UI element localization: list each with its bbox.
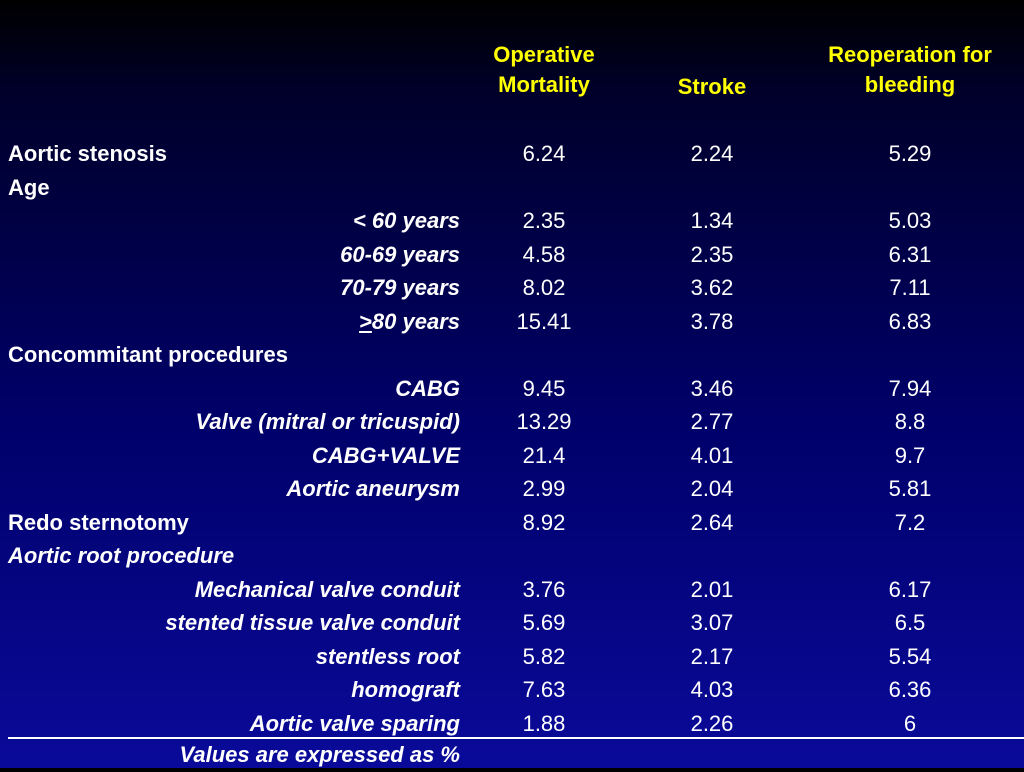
- cell-stroke: 2.64: [690, 509, 734, 535]
- row-label: Mechanical valve conduit: [194, 576, 460, 602]
- row-label: 60-69 years: [340, 241, 460, 267]
- cell-stroke: 2.77: [690, 409, 734, 434]
- table-row: [0, 472, 1024, 506]
- table-row: [0, 405, 1024, 439]
- table-row: [0, 305, 1024, 339]
- cell-reoperation: 7.11: [889, 275, 931, 300]
- row-label: stented tissue valve conduit: [165, 610, 460, 635]
- row-label: Aortic valve sparing: [249, 710, 460, 736]
- cell-operative-mortality: 7.63: [522, 677, 566, 702]
- cell-operative-mortality: 9.45: [522, 375, 566, 401]
- header-reoperation: [796, 40, 1024, 100]
- cell-operative-mortality: 15.41: [516, 308, 572, 334]
- cell-stroke: 2.01: [690, 576, 734, 602]
- cell-operative-mortality: 5.69: [522, 610, 566, 635]
- table-row: [0, 640, 1024, 674]
- header-reoperation-line2: bleeding: [864, 72, 956, 97]
- row-label: Redo sternotomy: [8, 509, 189, 535]
- row-label: Aortic aneurysm: [286, 476, 460, 501]
- header-stroke: Stroke: [677, 74, 747, 99]
- cell-reoperation: 6: [903, 710, 917, 736]
- cell-operative-mortality: 4.58: [522, 241, 566, 267]
- table-row: [0, 707, 1024, 741]
- row-label-prefix: >: [359, 308, 372, 334]
- cell-reoperation: 6.5: [894, 610, 926, 635]
- row-label-rest: 80 years: [371, 308, 460, 334]
- cell-operative-mortality: 8.92: [522, 509, 566, 535]
- cell-stroke: 2.17: [690, 643, 734, 669]
- header-operative-line2: Mortality: [498, 72, 590, 97]
- cell-reoperation: 6.31: [888, 241, 932, 267]
- row-label: CABG: [395, 375, 460, 401]
- cell-reoperation: 5.03: [888, 208, 932, 233]
- cell-reoperation: 6.83: [888, 308, 932, 334]
- cell-stroke: 3.78: [690, 308, 734, 334]
- row-label: Aortic root procedure: [8, 543, 235, 568]
- table-row: [0, 439, 1024, 473]
- cell-stroke: 2.24: [690, 141, 734, 166]
- table-row: [0, 372, 1024, 406]
- header-reoperation-line1: Reoperation for: [828, 42, 992, 67]
- row-label: Aortic stenosis: [8, 141, 167, 166]
- cell-operative-mortality: 13.29: [516, 409, 572, 434]
- row-label: stentless root: [315, 643, 460, 669]
- row-label: Concommitant procedures: [8, 342, 288, 367]
- cell-stroke: 3.46: [690, 375, 734, 401]
- cell-stroke: 3.07: [690, 610, 734, 635]
- cell-operative-mortality: 2.35: [522, 208, 566, 233]
- header-operative-mortality: [470, 40, 618, 100]
- cell-operative-mortality: 3.76: [522, 576, 566, 602]
- row-label: Age: [8, 174, 50, 200]
- footnote: Values are expressed as %: [179, 742, 460, 767]
- cell-operative-mortality: 21.4: [522, 442, 566, 468]
- cell-reoperation: 6.36: [888, 677, 932, 702]
- table-row: [0, 137, 1024, 171]
- cell-stroke: 2.04: [690, 476, 734, 501]
- cell-operative-mortality: 1.88: [522, 710, 566, 736]
- table-row: [0, 238, 1024, 272]
- cell-stroke: 3.62: [690, 275, 734, 300]
- footer-divider: [8, 737, 1024, 739]
- cell-reoperation: 5.29: [888, 141, 932, 166]
- row-label: CABG+VALVE: [311, 442, 460, 468]
- row-label: 70-79 years: [340, 275, 460, 300]
- cell-reoperation: 7.2: [894, 509, 926, 535]
- cell-stroke: 4.03: [690, 677, 734, 702]
- row-label: Valve (mitral or tricuspid): [195, 409, 460, 434]
- cell-operative-mortality: 8.02: [522, 275, 566, 300]
- cell-reoperation: 8.8: [894, 409, 926, 434]
- cell-operative-mortality: 5.82: [522, 643, 566, 669]
- header-operative-line1: Operative: [493, 42, 595, 67]
- table-row: [0, 204, 1024, 238]
- table-row: [0, 573, 1024, 607]
- cell-reoperation: 5.54: [888, 643, 932, 669]
- cell-stroke: 4.01: [690, 442, 734, 468]
- cell-reoperation: 9.7: [894, 442, 926, 468]
- table-row: [0, 539, 1024, 573]
- table-row: [0, 606, 1024, 640]
- cell-stroke: 2.26: [690, 710, 734, 736]
- table-row: [0, 171, 1024, 205]
- row-label: < 60 years: [352, 208, 460, 233]
- table-header: [0, 0, 1024, 134]
- table-row: [0, 506, 1024, 540]
- cell-reoperation: 7.94: [888, 375, 932, 401]
- cell-stroke: 2.35: [690, 241, 734, 267]
- cell-stroke: 1.34: [690, 208, 734, 233]
- cell-operative-mortality: 6.24: [522, 141, 566, 166]
- table-row: [0, 271, 1024, 305]
- row-label: [359, 305, 460, 339]
- table-row: [0, 673, 1024, 707]
- cell-reoperation: 5.81: [888, 476, 932, 501]
- cell-reoperation: 6.17: [888, 576, 932, 602]
- row-label: homograft: [351, 677, 460, 702]
- table-row: [0, 338, 1024, 372]
- cell-operative-mortality: 2.99: [522, 476, 566, 501]
